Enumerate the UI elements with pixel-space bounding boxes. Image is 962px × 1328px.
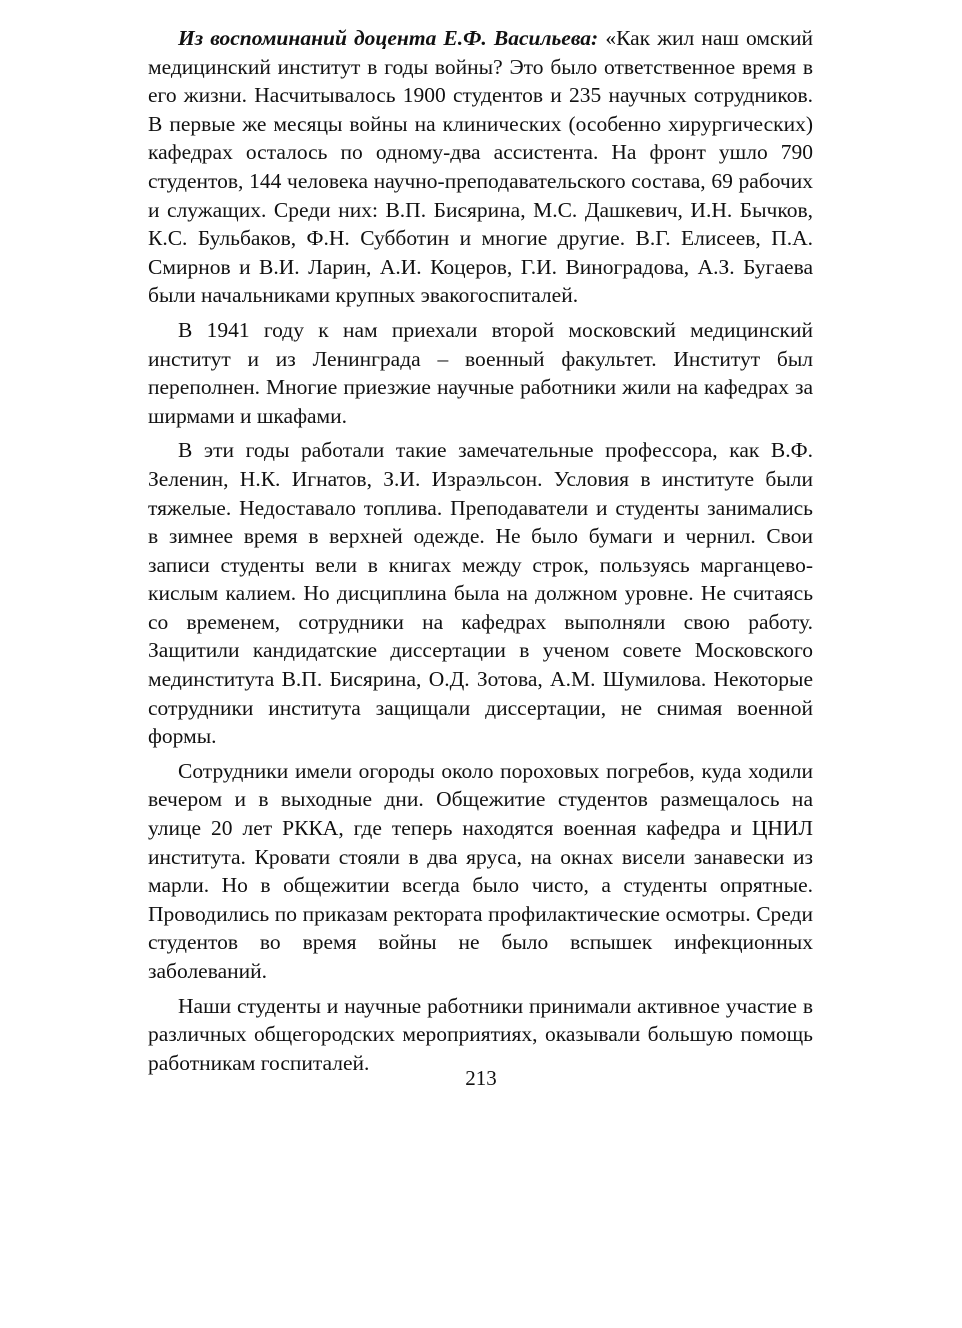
paragraph-3: В эти годы работали такие замечательные профессора, как В.Ф. Зеленин, Н.К. Игнатов, З.И. Израэльсон. Условия в институте были тяжелые. Недоставало топлива. Преподаватели и студенты занимались в зимнее время в верхней одежде. Не было бумаги и чернил. Свои записи студенты вели в книгах между строк, пользуясь марганцево-кислым калием. Но дисциплина была на должном уровне. Не считаясь со временем, сотрудники на кафедрах выполняли свою работу. Защитили кандидатские диссертации в ученом совете Московского мединститута В.П. Бисярина, О.Д. Зотова, А.М. Шумилова. Некоторые сотрудники института защищали диссертации, не снимая военной формы. — [148, 438, 813, 749]
paragraph-5: Наши студенты и научные работники принимали активное участие в различных общегородских мероприятиях, оказывали большую помощь работникам госпиталей. — [148, 993, 813, 1075]
paragraph-text: «Как жил наш омский медицинский институт в годы войны? Это было ответственное время в его жизни. Насчитывалось 1900 студентов и 235 научных сотрудников. В первые же месяцы войны на клинических (особенно хирургических) кафедрах осталось по одному-два ассистента. На фронт ушло 790 студентов, 144 человека научно-преподавательского состава, 69 рабочих и служащих. Среди них: В.П. Бисярина, М.С. Дашкевич, И.Н. Бычков, К.С. Бульбаков, Ф.Н. Субботин и многие другие. В.Г. Елисеев, П.А. Смирнов и В.И. Ларин, А.И. Коцеров, Г.И. Виноградова, А.З. Бугаева были начальниками крупных эвакогоспиталей. — [148, 26, 813, 308]
paragraph-lead: Из воспоминаний доцента Е.Ф. Васильева: — [178, 26, 599, 50]
paragraph-1 — [148, 24, 813, 310]
page-number: 213 — [465, 1066, 497, 1090]
paragraph-2: В 1941 году к нам приехали второй московский медицинский институт и из Ленинграда – военный факультет. Институт был переполнен. Многие приезжие научные работники жили на кафедрах за ширмами и шкафами. — [148, 317, 813, 428]
paragraph-4: Сотрудники имели огороды около пороховых погребов, куда ходили вечером и в выходные дни. Общежитие студентов размещалось на улице 20 лет РККА, где теперь находятся военная кафедра и ЦНИЛ института. Кровати стояли в два яруса, на окнах висели занавески из марли. Но в общежитии всегда было чисто, а студенты опрятные. Проводились по приказам ректората профилактические осмотры. Среди студентов во время войны не было вспышек инфекционных заболеваний. — [148, 758, 813, 983]
body-text — [148, 24, 813, 1077]
